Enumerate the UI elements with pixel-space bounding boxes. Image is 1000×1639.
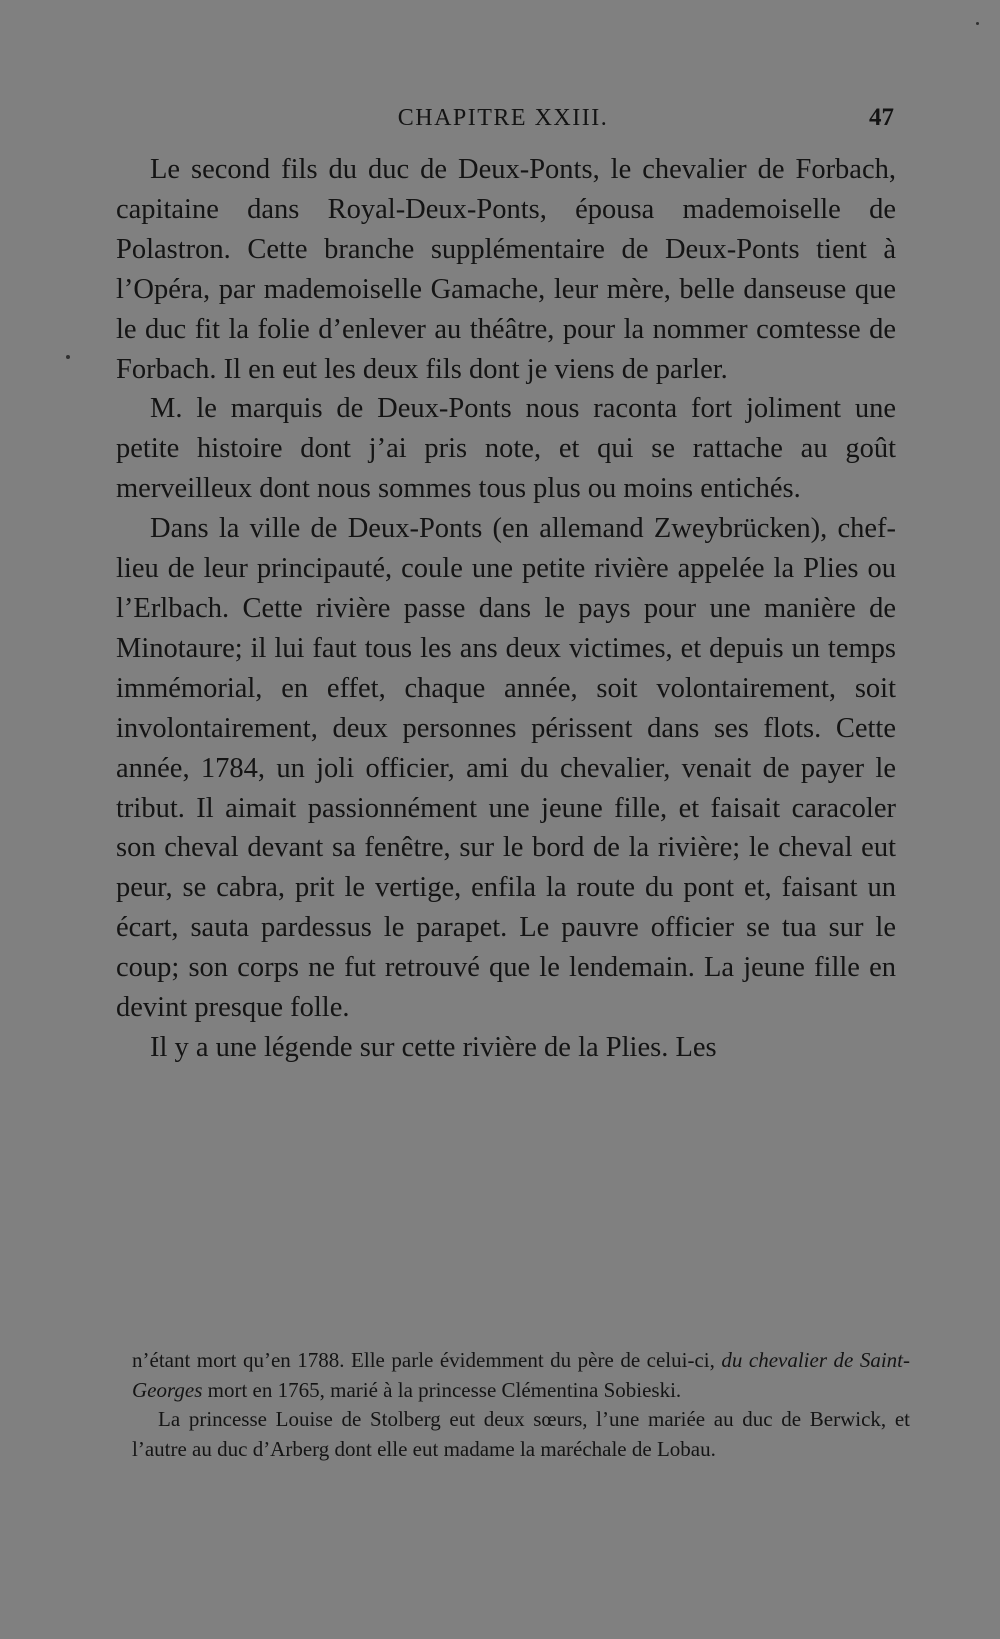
footnotes [132, 1346, 910, 1464]
scan-speck-dot [66, 355, 70, 359]
paragraph-4: Il y a une légende sur cette rivière de la Plies. Les [150, 1031, 717, 1063]
chapter-title: CHAPITRE XXIII. [397, 105, 609, 131]
footnote-stolberg: La princesse Louise de Stolberg eut deux sœurs, l’une mariée au duc de Berwick, et l’autre au duc d’Arberg dont elle eut madame la maréchale de Lobau. [132, 1407, 910, 1461]
footnote-text-end: mort en 1765, marié à la princesse Clémentina Sobieski. [202, 1377, 682, 1402]
footnote-continuation [132, 1346, 910, 1405]
paragraph-2: M. le marquis de Deux-Ponts nous raconta fort joliment une petite histoire dont j’ai pris note, et qui se rattache au goût merveilleux dont nous sommes tous plus ou moins entichés. [116, 393, 896, 505]
paragraph-3: Dans la ville de Deux-Ponts (en allemand Zweybrücken), chef-lieu de leur principauté, coule une petite rivière appelée la Plies ou l’Erlbach. Cette rivière passe dans le pays pour une manière de Minotaure; il lui faut tous les ans deux victimes, et depuis un temps immémorial, en effet, chaque année, soit volontairement, soit involontairement, deux personnes périssent dans ses flots. Cette année, 1784, un joli officier, ami du chevalier, venait de payer le tribut. Il aimait passionnément une jeune fille, et faisait caracoler son cheval devant sa fenêtre, sur le bord de la rivière; le cheval eut peur, se cabra, prit le vertige, enfila la route du pont et, faisant un écart, sauta pardessus le parapet. Le pauvre officier se tua sur le coup; son corps ne fut retrouvé que le lendemain. La jeune fille en devint presque folle. [116, 513, 896, 1024]
footnote-italic-name: du chevalier de Saint-Georges [132, 1348, 911, 1402]
page-number: 47 [869, 104, 894, 131]
running-head [112, 102, 894, 134]
body-text [116, 150, 896, 1068]
scan-speck-dot [976, 22, 979, 25]
paragraph-1: Le second fils du duc de Deux-Ponts, le chevalier de Forbach, capitaine dans Royal-Deux-Ponts, épousa mademoiselle de Polastron. Cette branche supplémentaire de Deux-Ponts tient à l’Opéra, par mademoiselle Gamache, leur mère, belle danseuse que le duc fit la folie d’enlever au théâtre, pour la nommer comtesse de Forbach. Il en eut les deux fils dont je viens de parler. [116, 154, 896, 385]
footnote-text: n’étant mort qu’en 1788. Elle parle évidemment du père de celui-ci, [132, 1348, 722, 1372]
